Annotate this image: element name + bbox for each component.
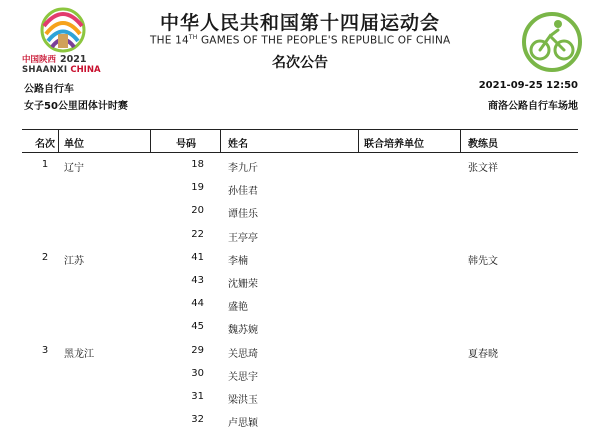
table-body: [22, 153, 578, 431]
table-row: [22, 223, 578, 246]
column-divider: [150, 130, 151, 152]
table-row: [22, 315, 578, 338]
unit-cell: 辽宁: [64, 163, 84, 174]
col-header-coach: 教练员: [468, 139, 498, 150]
athlete-name-cell: 盛艳: [228, 302, 248, 314]
athlete-name-cell: 关思宇: [228, 371, 258, 383]
table-row: [22, 292, 578, 315]
emblem-text-china: CHINA: [70, 65, 101, 75]
bib-cell: 20: [191, 205, 204, 217]
column-divider: [358, 130, 359, 152]
table-row: [22, 269, 578, 292]
table-row: [22, 246, 578, 269]
bib-cell: 29: [191, 344, 204, 356]
bib-cell: 41: [191, 251, 204, 263]
table-row: [22, 199, 578, 222]
table-row: [22, 153, 578, 176]
unit-cell: 黑龙江: [64, 348, 94, 360]
column-divider: [460, 130, 461, 152]
emblem-year: 2021: [60, 54, 87, 65]
table-row: [22, 362, 578, 385]
rank-cell: 2: [41, 251, 49, 263]
games-title-cn: 中华人民共和国第十四届运动会: [159, 12, 440, 34]
col-header-name: 姓名: [228, 139, 248, 150]
table-header: [22, 130, 578, 153]
table-row: [22, 176, 578, 199]
bib-cell: 43: [191, 274, 204, 286]
athlete-name-cell: 王亭亭: [228, 232, 258, 244]
results-table: [22, 129, 578, 431]
table-row: [22, 385, 578, 408]
col-header-rank: 名次: [35, 139, 55, 150]
athlete-name-cell: 梁洪玉: [228, 394, 258, 406]
col-header-bib: 号码: [176, 139, 196, 150]
athlete-name-cell: 谭佳乐: [228, 209, 258, 221]
column-divider: [220, 130, 221, 152]
athlete-name-cell: 孙佳君: [228, 186, 258, 198]
athlete-name-cell: 李九斤: [228, 163, 258, 174]
bib-cell: 31: [191, 390, 204, 402]
coach-cell: 韩先文: [468, 255, 498, 267]
emblem-text-cn: 中国陕西: [22, 55, 57, 65]
date-time: 2021-09-25 12:50: [478, 80, 578, 91]
athlete-name-cell: 沈姗荣: [228, 278, 258, 290]
table-row: [22, 339, 578, 362]
rank-cell: 3: [41, 344, 49, 356]
unit-cell: 江苏: [64, 255, 84, 267]
athlete-name-cell: 关思琦: [228, 348, 258, 360]
col-header-unit: 单位: [64, 139, 84, 150]
athlete-name-cell: 魏苏婉: [228, 325, 258, 337]
bib-cell: 32: [191, 414, 204, 426]
sport-name: 公路自行车: [24, 84, 74, 95]
event-name: 女子50公里团体计时赛: [24, 101, 128, 112]
bib-cell: 44: [191, 298, 204, 310]
notice-title: 名次公告: [272, 55, 328, 71]
venue-name: 商洛公路自行车场地: [488, 101, 578, 112]
coach-cell: 夏春晓: [468, 348, 498, 360]
bib-cell: 30: [191, 367, 204, 379]
athlete-name-cell: 李楠: [228, 255, 248, 267]
athlete-name-cell: 卢思颖: [228, 418, 258, 430]
bib-cell: 19: [191, 182, 204, 194]
table-row: [22, 408, 578, 431]
bib-cell: 22: [191, 228, 204, 240]
games-title-en: THE 14TH GAMES OF THE PEOPLE'S REPUBLIC OF CHINA: [150, 34, 451, 47]
column-divider: [58, 130, 59, 152]
emblem-text-en: SHAANXI: [22, 65, 68, 75]
coach-cell: 张文祥: [468, 163, 498, 174]
col-header-union: 联合培养单位: [364, 139, 424, 150]
bib-cell: 45: [191, 321, 204, 333]
rank-cell: 1: [41, 159, 49, 170]
bib-cell: 18: [191, 159, 204, 170]
